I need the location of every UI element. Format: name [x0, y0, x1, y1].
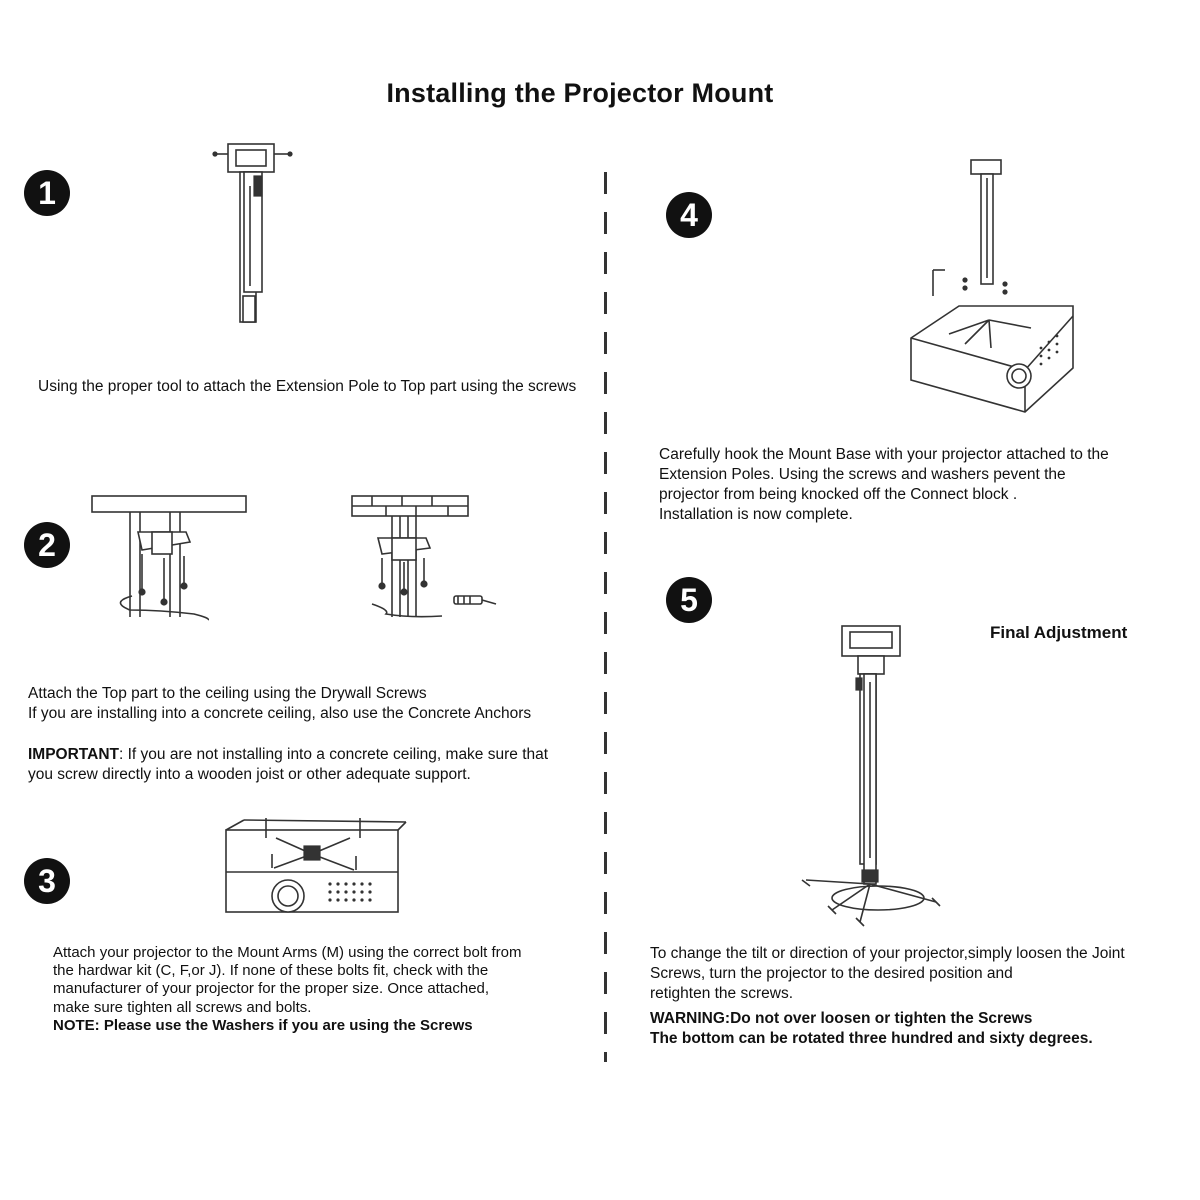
final-adjustment-heading: Final Adjustment: [990, 623, 1128, 642]
step-5-line-1: To change the tilt or direction of your projector,simply loosen the Joint: [650, 945, 1125, 962]
column-divider: [604, 172, 607, 1062]
step-5-badge: 5: [666, 577, 712, 623]
step-3-badge: 3: [24, 858, 70, 904]
step-2-badge: 2: [24, 522, 70, 568]
step-5-line-2: Screws, turn the projector to the desired position and: [650, 965, 1013, 982]
step-4-line-1: Carefully hook the Mount Base with your projector attached to the: [659, 446, 1109, 463]
step-4-line-3: projector from being knocked off the Connect block .: [659, 486, 1018, 503]
step-4-text: [659, 445, 1109, 525]
step-2-important: [28, 745, 548, 785]
wood-ceiling-illustration: [90, 492, 250, 622]
step-1-badge: 1: [24, 170, 70, 216]
step-3-line-1: Attach your projector to the Mount Arms (M) using the correct bolt from: [53, 944, 522, 961]
warning-line-2: The bottom can be rotated three hundred and sixty degrees.: [650, 1030, 1093, 1047]
extension-pole-illustration: [210, 136, 300, 336]
important-line-2: you screw directly into a wooden joist or other adequate support.: [28, 766, 471, 783]
step-2-text: [28, 684, 531, 724]
step-3-line-2: the hardwar kit (C, F,or J). If none of these bolts fit, check with the: [53, 962, 489, 980]
step-3-text: [53, 944, 522, 1035]
important-line-1: : If you are not installing into a concrete ceiling, make sure that: [118, 746, 549, 763]
warning-line-1: WARNING:Do not over loosen or tighten the Screws: [650, 1010, 1033, 1027]
step-5-line-3: retighten the screws.: [650, 985, 794, 1002]
step-5-warning: [650, 1009, 1093, 1049]
step-4-line-4: Installation is now complete.: [659, 506, 853, 523]
step-4-line-2: Extension Poles. Using the screws and washers pevent the: [659, 466, 1066, 483]
page-title: Installing the Projector Mount: [386, 78, 774, 108]
full-mount-illustration: [798, 622, 948, 932]
step-3-line-4: make sure tighten all screws and bolts.: [53, 998, 312, 1016]
step-5-text: [650, 944, 1125, 1004]
mount-base-projector-illustration: [905, 158, 1075, 413]
step-2-line-2: If you are installing into a concrete ceiling, also use the Concrete Anchors: [28, 705, 532, 722]
concrete-ceiling-illustration: [350, 492, 510, 622]
step-2-line-1: Attach the Top part to the ceiling using the Drywall Screws: [28, 685, 427, 702]
step-3-line-3: manufacturer of your projector for the proper size. Once attached,: [53, 980, 490, 998]
important-label: IMPORTANT: [28, 746, 119, 763]
projector-arms-illustration: [220, 816, 410, 921]
step-3-note: NOTE: Please use the Washers if you are using the Screws: [53, 1016, 473, 1034]
step-4-badge: 4: [666, 192, 712, 238]
step-1-text: Using the proper tool to attach the Extension Pole to Top part using the screws: [38, 378, 577, 395]
